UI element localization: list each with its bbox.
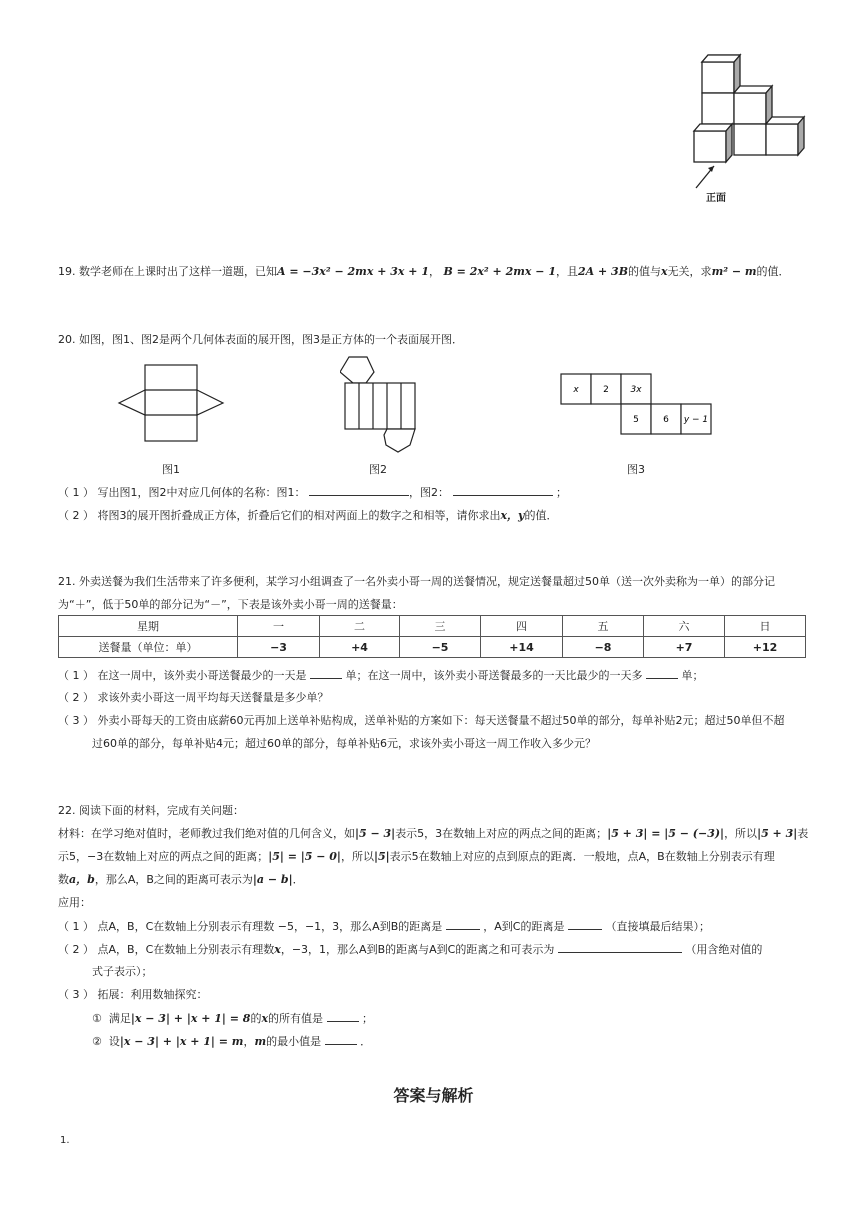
fig3-cell-2: 2 — [603, 385, 609, 395]
answer-blank[interactable] — [453, 484, 553, 496]
question-22-part-3: （ 3 ） 拓展：利用数轴探究： — [58, 988, 208, 1001]
fig3-cell-3x: 3x — [630, 385, 642, 395]
question-21-part-1: （ 1 ） 在这一周中，该外卖小哥送餐最少的一天是 单；在这一周中，该外卖小哥送餐最多的一天比最少的一天多 单； — [58, 669, 704, 682]
delivery-table — [58, 615, 806, 658]
answer-blank[interactable] — [446, 918, 480, 930]
question-22-part-1: （ 1 ） 点A，B，C在数轴上分别表示有理数 −5，−1，3，那么A到B的距离是 ，A到C的距离是 （直接填最后结果）； — [58, 920, 710, 933]
question-22-apply-label: 应用： — [58, 896, 91, 909]
day-cell: 六 — [644, 616, 725, 637]
question-22-material-line-3: 数a，b，那么A，B之间的距离可表示为|a − b|． — [58, 873, 304, 886]
table-header-label: 星期 — [59, 616, 238, 637]
table-row-label: 送餐量（单位：单） — [59, 637, 238, 658]
question-22-material-line-1: 材料：在学习绝对值时，老师教过我们绝对值的几何含义，如|5 − 3|表示5，3在数轴上对应的两点之间的距离；|5 + 3| = |5 − (−3)|，所以|5 + 3|表 — [58, 827, 809, 840]
question-22-part-2: （ 2 ） 点A，B，C在数轴上分别表示有理数x，−3，1，那么A到B的距离与A到C的距离之和可表示为 （用含绝对值的 — [58, 943, 763, 956]
question-21-part-2: （ 2 ） 求该外卖小哥这一周平均每天送餐量是多少单？ — [58, 691, 329, 704]
figure-2-caption: 图2 — [369, 463, 387, 476]
day-cell: 一 — [238, 616, 320, 637]
value-cell: +14 — [481, 637, 563, 658]
question-22-sub-1: ① 满足|x − 3| + |x + 1| = 8的x的所有值是 ； — [92, 1012, 374, 1025]
figure-3-caption: 图3 — [627, 463, 645, 476]
value-cell: +12 — [725, 637, 806, 658]
table-row — [59, 616, 806, 637]
value-cell: −3 — [238, 637, 320, 658]
question-20-part-1: （ 1 ） 写出图1，图2中对应几何体的名称：图1： ，图2： ； — [58, 486, 567, 499]
question-21-stem-line-1: 21. 外卖送餐为我们生活带来了许多便利，某学习小组调查了一名外卖小哥一周的送餐情况，规定送餐量超过50单（送一次外卖称为一单）的部分记 — [58, 575, 775, 588]
question-22-part-2-cont: 式子表示）； — [92, 965, 153, 978]
fig3-cell-x: x — [573, 385, 579, 395]
value-cell: −5 — [400, 637, 481, 658]
fig3-cell-6: 6 — [663, 415, 669, 425]
day-cell: 二 — [320, 616, 400, 637]
answer-section-title: 答案与解析 — [393, 1086, 474, 1105]
answer-item-number: 1. — [60, 1135, 70, 1146]
answer-blank[interactable] — [310, 667, 342, 679]
day-cell: 五 — [563, 616, 644, 637]
answer-blank[interactable] — [327, 1010, 359, 1022]
cube-stack-figure — [680, 40, 820, 210]
fig3-cell-y-1: y − 1 — [683, 415, 709, 425]
question-20-stem: 20. 如图，图1、图2是两个几何体表面的展开图，图3是正方体的一个表面展开图． — [58, 333, 463, 346]
day-cell: 三 — [400, 616, 481, 637]
question-22-material-line-2: 示5，−3在数轴上对应的两点之间的距离；|5| = |5 − 0|，所以|5|表示5在数轴上对应的点到原点的距离．一般地，点A，B在数轴上分别表示有理 — [58, 850, 775, 863]
question-22-sub-2: ② 设|x − 3| + |x + 1| = m，m的最小值是 ． — [92, 1035, 372, 1048]
figure-1-prism-net — [115, 360, 225, 450]
value-cell: +7 — [644, 637, 725, 658]
day-cell: 日 — [725, 616, 806, 637]
question-21-part-3: （ 3 ） 外卖小哥每天的工资由底薪60元再加上送单补贴构成，送单补贴的方案如下：每天送餐量不超过50单的部分，每单补贴2元；超过50单但不超 — [58, 714, 785, 727]
figure-3-cube-net — [560, 373, 720, 437]
question-22-stem: 22. 阅读下面的材料，完成有关问题： — [58, 804, 244, 817]
question-21-stem-line-2: 为“＋”，低于50单的部分记为“－”，下表是该外卖小哥一周的送餐量： — [58, 598, 403, 611]
front-label: 正面 — [706, 193, 726, 204]
table-row — [59, 637, 806, 658]
value-cell: −8 — [563, 637, 644, 658]
answer-blank[interactable] — [558, 941, 682, 953]
question-20-part-2: （ 2 ） 将图3的展开图折叠成正方体，折叠后它们的相对两面上的数字之和相等，请你求出x，y的值． — [58, 509, 558, 522]
figure-1-caption: 图1 — [162, 463, 180, 476]
question-19: 19. 数学老师在上课时出了这样一道题，已知A = −3x² − 2mx + 3x + 1， B = 2x² + 2mx − 1，且2A + 3B的值与x无关，求m² − m的值． — [58, 265, 790, 278]
answer-blank[interactable] — [646, 667, 678, 679]
question-21-part-3-cont: 过60单的部分，每单补贴4元；超过60单的部分，每单补贴6元，求该外卖小哥这一周工作收入多少元？ — [92, 737, 596, 750]
answer-blank[interactable] — [568, 918, 602, 930]
fig3-cell-5: 5 — [633, 415, 639, 425]
figure-2-prism-net — [340, 355, 420, 455]
answer-blank[interactable] — [309, 484, 409, 496]
day-cell: 四 — [481, 616, 563, 637]
value-cell: +4 — [320, 637, 400, 658]
answer-blank[interactable] — [325, 1033, 357, 1045]
